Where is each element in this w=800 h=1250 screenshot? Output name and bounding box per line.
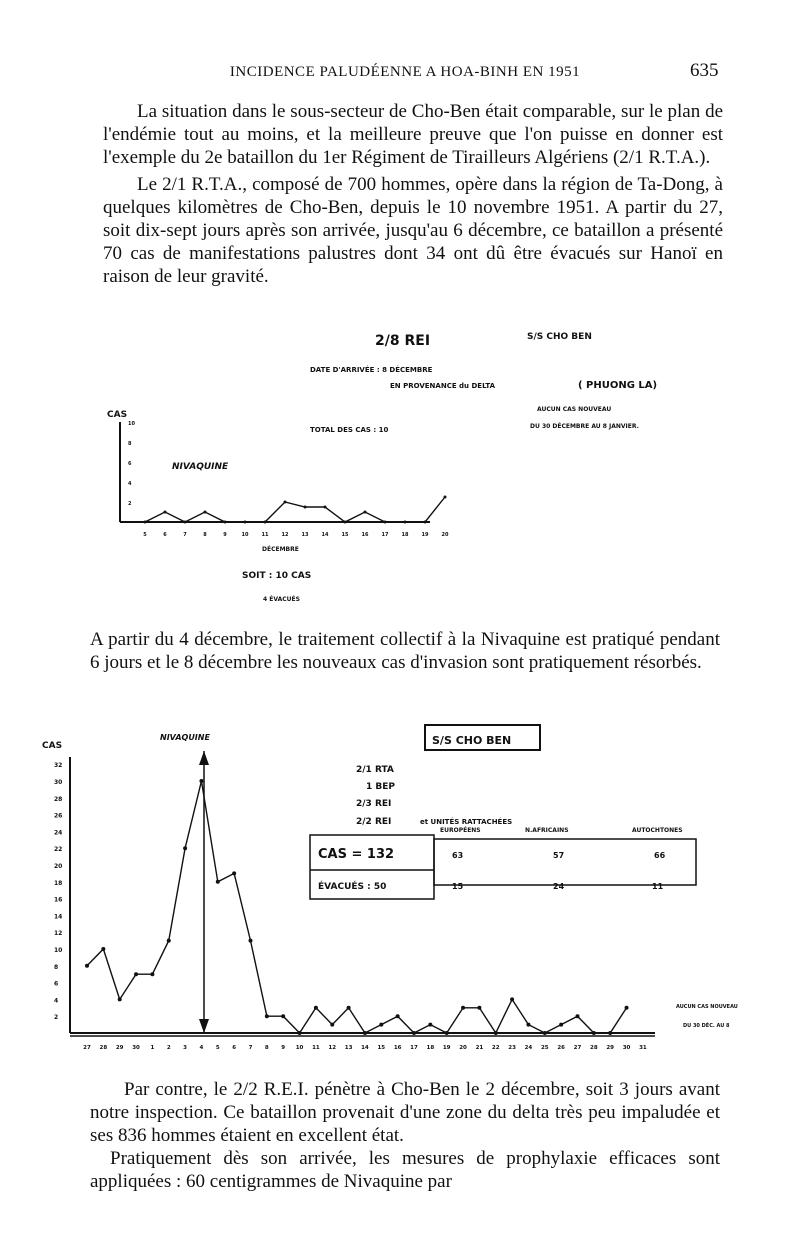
data-point: [592, 1031, 596, 1035]
chart-title: 2/8 REI: [375, 333, 431, 349]
y-tick-label: 14: [54, 913, 63, 921]
x-tick-label: 30: [132, 1045, 140, 1051]
chart-cho-ben: [0, 715, 800, 1055]
no-new-cases-note: DU 30 DÉCEMBRE AU 8 JANVIER.: [530, 423, 639, 430]
data-point: [101, 947, 105, 951]
data-point: [344, 521, 347, 524]
table-header: AUTOCHTONES: [632, 827, 683, 834]
data-point: [85, 964, 89, 968]
table-header: EUROPÉENS: [440, 827, 481, 834]
data-point: [298, 1031, 302, 1035]
data-point: [264, 521, 267, 524]
x-tick-label: 20: [441, 532, 449, 538]
y-axis-label: CAS: [107, 410, 128, 420]
x-tick-label: 15: [377, 1045, 386, 1051]
x-tick-label: 23: [508, 1045, 516, 1051]
x-tick-label: 8: [203, 532, 207, 538]
no-new-cases-note: AUCUN CAS NOUVEAU: [676, 1004, 738, 1010]
y-tick-label: 22: [54, 846, 63, 854]
x-tick-label: 16: [361, 532, 369, 538]
data-point: [184, 521, 187, 524]
page-number: 635: [690, 60, 719, 81]
data-point: [304, 506, 307, 509]
table-header: N.AFRICAINS: [525, 827, 569, 834]
middle-text: [90, 628, 720, 674]
data-point: [167, 939, 171, 943]
x-tick-label: 28: [99, 1045, 108, 1051]
x-tick-label: 29: [606, 1045, 615, 1051]
x-tick-label: 2: [166, 1045, 171, 1051]
x-tick-label: 6: [163, 532, 167, 538]
x-tick-label: 28: [590, 1045, 598, 1051]
data-point: [444, 496, 447, 499]
data-point: [265, 1014, 269, 1018]
no-new-cases-note: DU 30 DÉC. AU 8: [683, 1023, 730, 1029]
x-tick-label: 6: [232, 1045, 237, 1051]
data-point: [428, 1023, 432, 1027]
data-point: [396, 1014, 400, 1018]
x-tick-label: 31: [639, 1045, 647, 1051]
y-tick-label: 20: [54, 863, 63, 870]
data-point: [284, 501, 287, 504]
x-tick-label: 1: [150, 1045, 155, 1051]
data-point: [576, 1014, 580, 1018]
table-cell: 66: [654, 851, 666, 860]
x-tick-label: 5: [215, 1045, 220, 1051]
x-tick-label: 19: [421, 532, 429, 538]
sector-title: S/S CHO BEN: [432, 734, 512, 747]
x-tick-label: 16: [393, 1045, 402, 1051]
x-tick-label: 11: [312, 1045, 320, 1051]
data-point: [281, 1014, 285, 1018]
x-tick-label: 9: [223, 532, 227, 538]
sector-label: S/S CHO BEN: [527, 332, 592, 342]
x-tick-label: 22: [491, 1045, 500, 1051]
data-point: [164, 511, 167, 514]
data-point: [249, 939, 253, 943]
x-tick-label: 3: [183, 1045, 188, 1051]
unit-label: 2/2 REI: [356, 817, 392, 827]
y-tick-label: 6: [54, 980, 59, 988]
x-tick-label: 24: [524, 1045, 533, 1051]
data-point: [199, 779, 203, 783]
data-point: [608, 1031, 612, 1035]
provenance-place: ( PHUONG LA): [578, 380, 658, 391]
data-point: [183, 846, 187, 850]
data-point: [232, 871, 236, 875]
data-point: [445, 1031, 449, 1035]
table-cell: 63: [452, 851, 464, 860]
table-cell: 57: [553, 851, 565, 860]
data-point: [477, 1006, 481, 1010]
y-tick-label: 2: [128, 501, 132, 507]
y-tick-label: 4: [54, 997, 59, 1005]
unit-label: 1 BEP: [366, 782, 395, 792]
bottom-text: [90, 1078, 720, 1193]
x-tick-label: 13: [301, 532, 309, 538]
y-tick-label: 26: [54, 812, 63, 820]
x-tick-label: 14: [321, 532, 329, 538]
paragraph: Le 2/1 R.T.A., composé de 700 hommes, opère dans la région de Ta-Dong, à quelques kilomètres de Cho-Ben, depuis le 10 novembre 1951. A partir du 27, soit dix-sept jours après son arrivée, jusqu'au 6 décembre, ce bataillon a présenté 70 cas de manifestations palustres dont 34 ont dû être évacués sur Hanoï en raison de leur gravité.: [103, 174, 723, 287]
x-tick-label: 8: [264, 1045, 269, 1051]
x-tick-label: 30: [622, 1045, 631, 1051]
data-point: [625, 1006, 629, 1010]
data-point: [150, 972, 154, 976]
summary-cases: SOIT : 10 CAS: [242, 571, 312, 581]
x-tick-label: 17: [410, 1045, 418, 1051]
data-point: [510, 997, 514, 1001]
x-tick-label: 7: [183, 532, 187, 538]
units-suffix: et UNITÉS RATTACHÉES: [420, 818, 513, 826]
no-new-cases-note: AUCUN CAS NOUVEAU: [537, 406, 612, 413]
x-tick-label: 29: [115, 1045, 124, 1051]
data-point: [363, 1031, 367, 1035]
y-tick-label: 24: [54, 829, 63, 837]
data-point: [134, 972, 138, 976]
data-point: [424, 521, 427, 524]
y-tick-label: 32: [54, 762, 63, 770]
paragraph: A partir du 4 décembre, le traitement collectif à la Nivaquine est pratiqué pendant 6 jours et le 8 décembre les nouveaux cas d'invasion sont pratiquement résorbés.: [90, 629, 720, 673]
x-tick-label: 26: [557, 1045, 565, 1051]
y-tick-label: 18: [54, 879, 63, 887]
y-tick-label: 10: [128, 421, 135, 427]
unit-label: 2/3 REI: [356, 799, 392, 809]
data-point: [494, 1031, 498, 1035]
x-tick-label: 7: [248, 1045, 253, 1051]
series-line: [145, 497, 445, 522]
data-point: [559, 1023, 563, 1027]
data-point: [330, 1023, 334, 1027]
data-point: [543, 1031, 547, 1035]
x-tick-label: 5: [143, 532, 147, 538]
x-tick-label: 12: [328, 1045, 337, 1051]
x-tick-label: 13: [344, 1045, 353, 1051]
top-text: [103, 100, 723, 288]
arrow-head-up: [199, 751, 209, 765]
data-point: [324, 506, 327, 509]
paragraph: Pratiquement dès son arrivée, les mesures de prophylaxie efficaces sont appliquées : 60 centigrammes de Nivaquine par: [90, 1148, 720, 1192]
x-tick-label: 10: [295, 1045, 304, 1051]
data-point: [144, 521, 147, 524]
data-point: [314, 1006, 318, 1010]
y-tick-label: 10: [54, 947, 63, 954]
y-tick-label: 8: [54, 963, 59, 971]
y-tick-label: 8: [128, 441, 132, 447]
x-tick-label: 14: [361, 1045, 369, 1051]
data-point: [118, 997, 122, 1001]
y-tick-label: 12: [54, 930, 63, 938]
data-point: [379, 1023, 383, 1027]
x-tick-label: 10: [241, 532, 249, 538]
evacuated-total: ÉVACUÉS : 50: [318, 882, 387, 892]
x-tick-label: 9: [281, 1045, 286, 1051]
summary-evacuated: 4 ÉVACUÉS: [263, 596, 300, 603]
data-point: [364, 511, 367, 514]
total-note: TOTAL DES CAS : 10: [310, 426, 389, 434]
x-tick-label: 19: [442, 1045, 451, 1051]
x-tick-label: 12: [281, 532, 289, 538]
data-point: [204, 511, 207, 514]
x-tick-label: 18: [426, 1045, 435, 1051]
x-tick-label: 4: [199, 1045, 204, 1051]
x-tick-label: 27: [573, 1045, 582, 1051]
provenance-note: EN PROVENANCE du DELTA: [390, 382, 496, 390]
chart-2-8-rei: [0, 310, 800, 630]
table-frame: [434, 839, 696, 885]
table-cell: 11: [652, 882, 664, 891]
table-cell: 24: [553, 882, 565, 891]
paragraph: La situation dans le sous-secteur de Cho-Ben était comparable, sur le plan de l'endémie tout au moins, et la meilleure preuve que l'on puisse en donner est l'exemple du 2e bataillon du 1er Régiment de Tirailleurs Algériens (2/1 R.T.A.).: [103, 101, 723, 168]
data-point: [461, 1006, 465, 1010]
x-tick-label: 11: [261, 532, 269, 538]
y-tick-label: 4: [128, 481, 132, 487]
paragraph: Par contre, le 2/2 R.E.I. pénètre à Cho-Ben le 2 décembre, soit 3 jours avant notre inspection. Ce bataillon provenait d'une zone du delta très peu impaludée et ses 836 hommes étaient en excellent état.: [90, 1079, 720, 1146]
data-point: [384, 521, 387, 524]
data-point: [216, 880, 220, 884]
x-axis-label: DÉCEMBRE: [262, 546, 299, 553]
data-point: [224, 521, 227, 524]
table-cell: 15: [452, 882, 464, 891]
cases-total: CAS = 132: [318, 847, 395, 862]
x-tick-label: 27: [83, 1045, 91, 1051]
data-point: [526, 1023, 530, 1027]
x-tick-label: 21: [475, 1045, 484, 1051]
x-tick-label: 25: [540, 1045, 549, 1051]
unit-label: 2/1 RTA: [356, 765, 394, 775]
y-tick-label: 6: [128, 461, 132, 467]
nivaquine-annotation: NIVAQUINE: [160, 733, 210, 742]
x-tick-label: 17: [381, 532, 389, 538]
running-title: INCIDENCE PALUDÉENNE A HOA-BINH EN 1951: [229, 64, 581, 80]
x-tick-label: 15: [341, 532, 349, 538]
y-tick-label: 28: [54, 795, 63, 803]
x-tick-label: 20: [459, 1045, 467, 1051]
y-axis-label: CAS: [42, 741, 63, 751]
data-point: [347, 1006, 351, 1010]
nivaquine-annotation: NIVAQUINE: [172, 462, 229, 472]
x-tick-label: 18: [401, 532, 409, 538]
y-tick-label: 30: [54, 779, 63, 786]
data-point: [244, 521, 247, 524]
arrival-note: DATE D'ARRIVÉE : 8 DÉCEMBRE: [310, 366, 433, 374]
y-tick-label: 16: [54, 896, 63, 904]
y-tick-label: 2: [54, 1014, 59, 1022]
data-point: [412, 1031, 416, 1035]
arrow-head-down: [199, 1019, 209, 1033]
data-point: [404, 521, 407, 524]
